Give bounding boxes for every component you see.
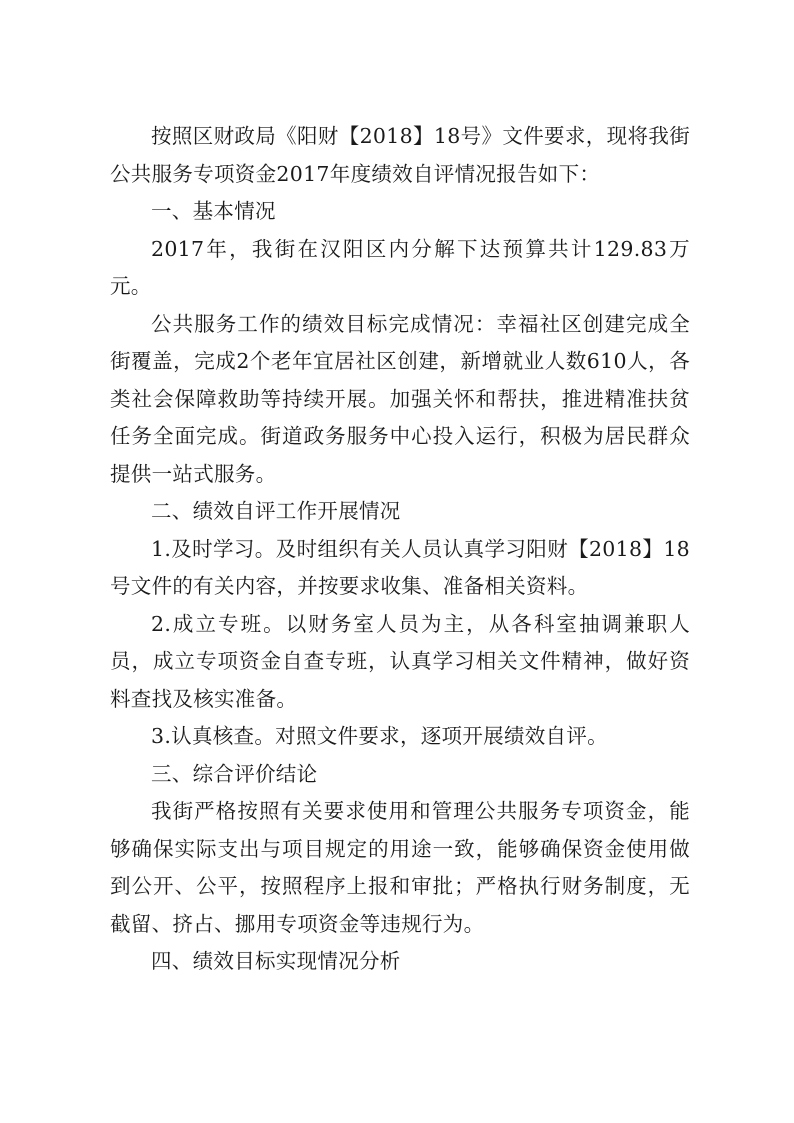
budget-paragraph: 2017年，我街在汉阳区内分解下达预算共计129.83万元。	[110, 236, 690, 298]
list-item-check: 3.认真核查。对照文件要求，逐项开展绩效自评。	[151, 724, 608, 748]
list-item-study: 1.及时学习。及时组织有关人员认真学习阳财【2018】18号文件的有关内容，并按要求收集、准备相关资料。	[110, 536, 690, 598]
conclusion-paragraph: 我街严格按照有关要求使用和管理公共服务专项资金，能够确保实际支出与项目规定的用途一致，能够确保资金使用做到公开、公平，按照程序上报和审批；严格执行财务制度，无截留、挤占、挪用专项资金等违规行为。	[110, 799, 690, 936]
section-heading-self-evaluation: 二、绩效自评工作开展情况	[151, 499, 401, 523]
section-heading-analysis: 四、绩效目标实现情况分析	[151, 949, 401, 973]
section-heading-conclusion: 三、综合评价结论	[151, 761, 318, 786]
document-body	[110, 118, 690, 981]
performance-paragraph: 公共服务工作的绩效目标完成情况：幸福社区创建完成全街覆盖，完成2个老年宜居社区创建，新增就业人数610人，各类社会保障救助等持续开展。加强关怀和帮扶，推进精准扶贫任务全面完成。街道政务服务中心投入运行，积极为居民群众提供一站式服务。	[110, 311, 690, 486]
intro-paragraph: 按照区财政局《阳财【2018】18号》文件要求，现将我街公共服务专项资金2017年度绩效自评情况报告如下：	[110, 124, 690, 186]
list-item-team: 2.成立专班。以财务室人员为主，从各科室抽调兼职人员，成立专项资金自查专班，认真学习相关文件精神，做好资料查找及核实准备。	[110, 611, 690, 711]
section-heading-basic: 一、基本情况	[151, 199, 276, 223]
